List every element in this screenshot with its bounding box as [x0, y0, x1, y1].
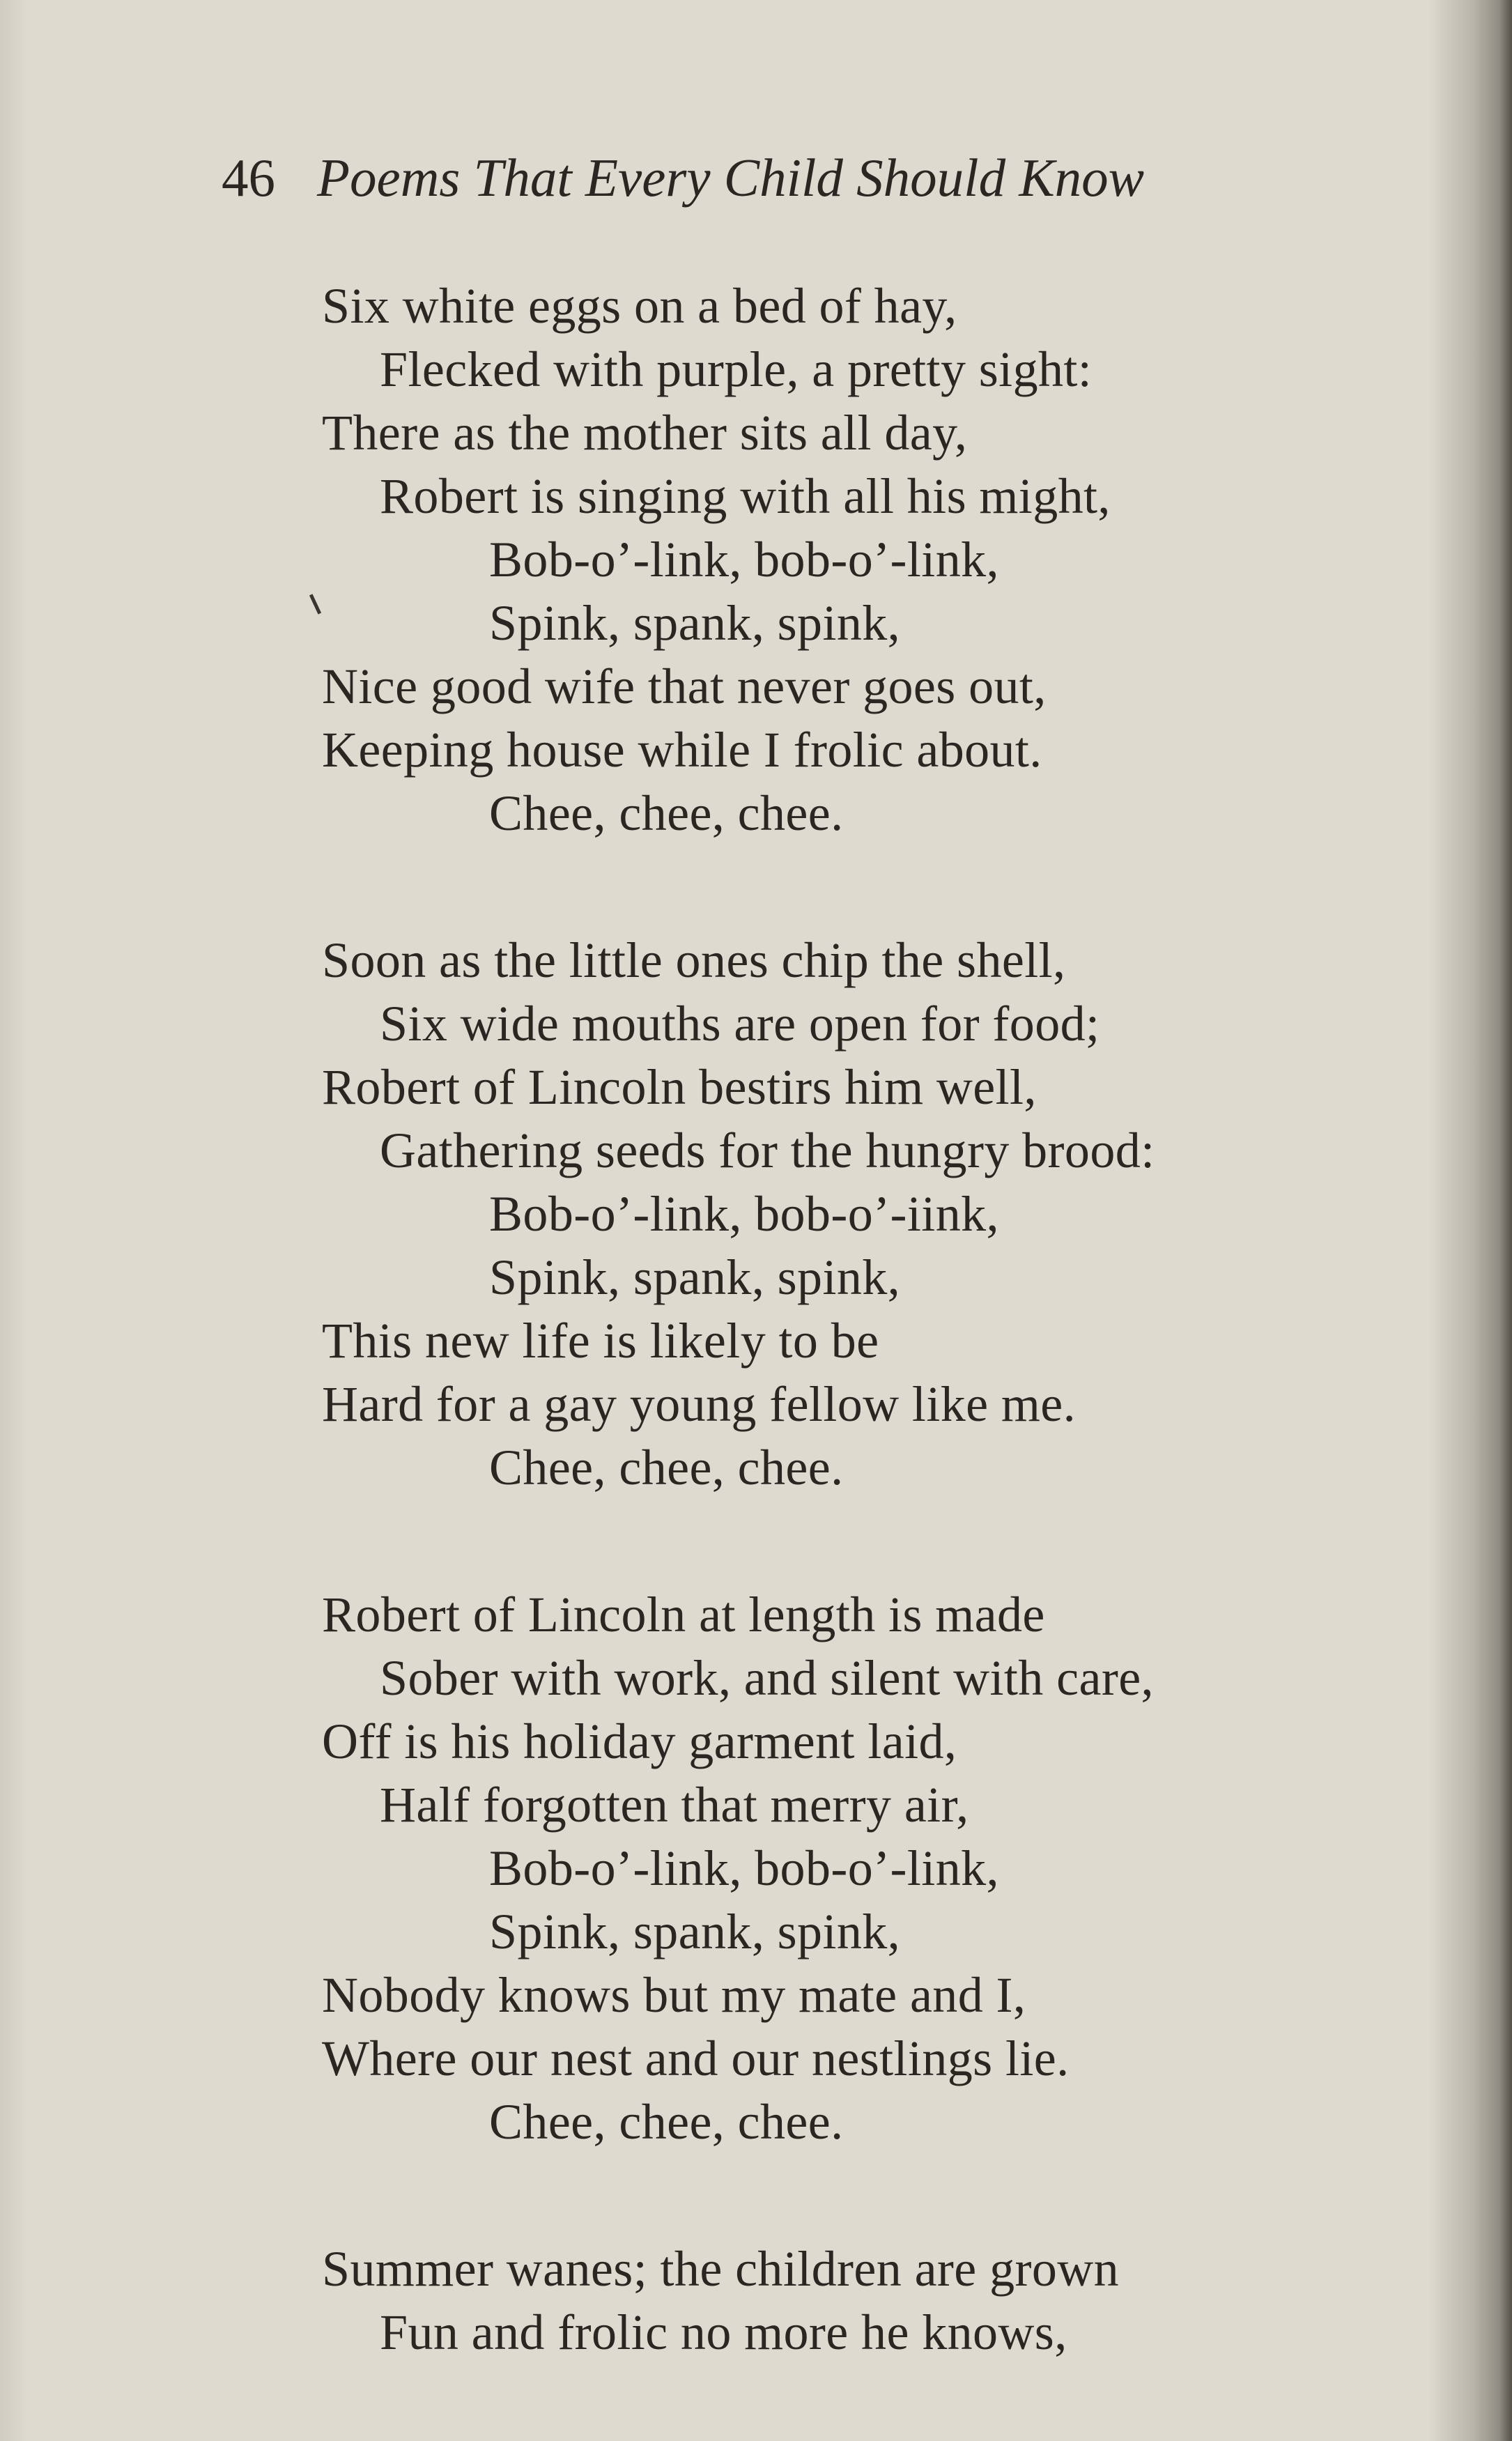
- poem-line: Robert of Lincoln bestirs him well,: [322, 1059, 1037, 1115]
- poem-line: Keeping house while I frolic about.: [322, 722, 1042, 778]
- stanza: [322, 2238, 1367, 2364]
- poem-line: Nice good wife that never goes out,: [322, 659, 1047, 714]
- stanza-gap: [322, 845, 1367, 929]
- stray-ink-mark: [309, 594, 321, 614]
- stanza-gap: [322, 2154, 1367, 2238]
- running-title: Poems That Every Child Should Know: [317, 148, 1145, 208]
- poem-line: Bob-o’-link, bob-o’-link,: [489, 1840, 999, 1896]
- poem-line: Chee, chee, chee.: [489, 785, 844, 841]
- poem-line: Six white eggs on a bed of hay,: [322, 278, 957, 334]
- poem-line: Where our nest and our nestlings lie.: [322, 2031, 1070, 2086]
- poem-line: Sober with work, and silent with care,: [380, 1650, 1154, 1706]
- stanza: [322, 929, 1367, 1500]
- poem-line: This new life is likely to be: [322, 1313, 879, 1369]
- poem-line: Bob-o’-link, bob-o’-link,: [489, 532, 999, 587]
- page-gutter-shadow-left: [0, 0, 28, 2441]
- poem-line: Bob-o’-link, bob-o’-iink,: [489, 1186, 999, 1242]
- poem-line: Flecked with purple, a pretty sight:: [380, 341, 1093, 397]
- poem-line: Six wide mouths are open for food;: [380, 996, 1100, 1052]
- poem-line: Hard for a gay young fellow like me.: [322, 1376, 1077, 1432]
- poem-line: Off is his holiday garment laid,: [322, 1714, 957, 1769]
- poem-line: Spink, spank, spink,: [489, 1249, 901, 1305]
- poem-line: Spink, spank, spink,: [489, 595, 901, 651]
- poem-line: Chee, chee, chee.: [489, 2094, 844, 2150]
- poem-line: Chee, chee, chee.: [489, 1440, 844, 1495]
- page-number: 46: [222, 148, 275, 208]
- poem-line: Half forgotten that merry air,: [380, 1777, 969, 1833]
- stanza: [322, 1583, 1367, 2154]
- poem-line: Soon as the little ones chip the shell,: [322, 932, 1066, 988]
- poem-line: Robert of Lincoln at length is made: [322, 1587, 1045, 1642]
- poem-line: Spink, spank, spink,: [489, 1904, 901, 1959]
- poem-line: Nobody knows but my mate and I,: [322, 1967, 1026, 2023]
- page-gutter-shadow: [1428, 0, 1512, 2441]
- stanza-gap: [322, 1500, 1367, 1583]
- poem-line: Gathering seeds for the hungry brood:: [380, 1123, 1155, 1178]
- poem-line: Robert is singing with all his might,: [380, 468, 1111, 524]
- stanza: [322, 275, 1367, 845]
- poem-line: Summer wanes; the children are grown: [322, 2241, 1120, 2297]
- page-header: [222, 143, 1316, 213]
- poem-line: Fun and frolic no more he knows,: [380, 2304, 1067, 2360]
- poem-line: There as the mother sits all day,: [322, 405, 968, 461]
- poem-body: [322, 275, 1367, 2364]
